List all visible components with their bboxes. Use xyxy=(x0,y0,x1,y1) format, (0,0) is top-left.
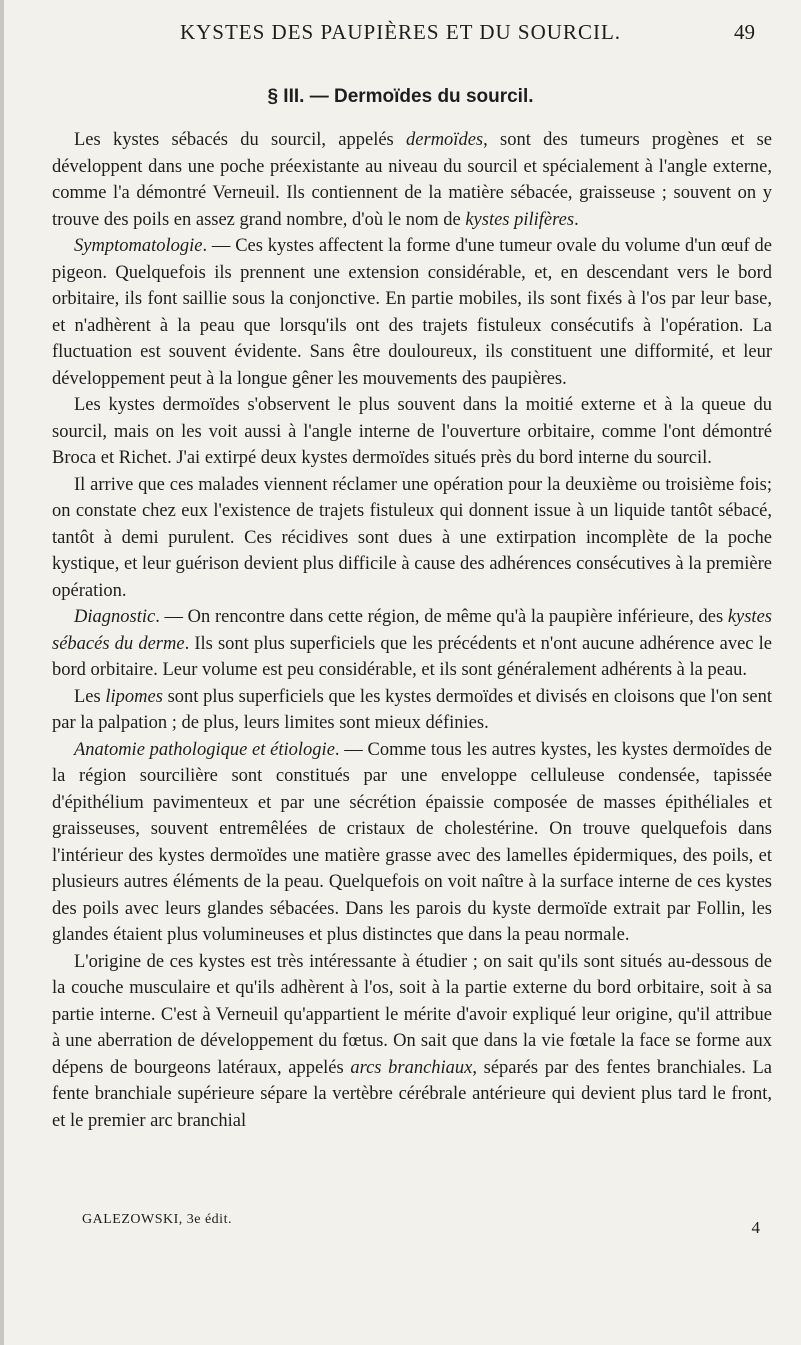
page-number: 49 xyxy=(734,20,755,44)
paragraph xyxy=(52,737,772,949)
page-binding-edge xyxy=(0,0,4,1345)
paragraph xyxy=(52,392,772,472)
italic-term: dermoïdes xyxy=(406,130,484,150)
italic-term: arcs branchiaux xyxy=(350,1057,473,1078)
paragraph xyxy=(52,604,772,684)
section-heading: § III. — Dermoïdes du sourcil. xyxy=(267,86,534,107)
body-text xyxy=(52,127,772,1134)
footer-credit: GALEZOWSKI, 3e édit. xyxy=(82,1212,232,1227)
text-run: . — Ces kystes affectent la forme d'une tumeur ovale du volume d'un œuf de pigeon. Quelquefois ils prennent une extension considérable, et, en descendant vers le bord orbitaire, ils font saillie sous la conjonctive. En partie mobiles, ils sont fixés à l'os par leur base, et n'adhèrent à la peau que lorsqu'ils ont des trajets fistuleux consécutifs à l'opération. La fluctuation est souvent évidente. Sans être douloureux, ils constituent une difformité, et leur développement peut à la longue gêner les mouvements des paupières. xyxy=(52,236,772,389)
italic-term: lipomes xyxy=(105,686,163,707)
italic-term: kystes sébacés du derme xyxy=(52,607,772,654)
signature-mark: 4 xyxy=(751,1218,760,1237)
text-run: Les xyxy=(74,686,106,707)
page-footer xyxy=(52,1212,772,1242)
running-title: KYSTES DES PAUPIÈRES ET DU SOURCIL. xyxy=(179,20,622,44)
text-run: . xyxy=(574,209,579,230)
italic-term: Diagnostic xyxy=(74,607,156,627)
text-run: Les kystes dermoïdes s'observent le plus souvent dans la moitié externe et à la queue du sourcil, mais on les voit aussi à l'angle interne de l'ouverture orbitaire, comme l'ont démontré Broca et Richet. J'ai extirpé deux kystes dermoïdes situés près du bord interne du sourcil. xyxy=(52,395,772,468)
paragraph xyxy=(52,684,772,737)
text-run: Il arrive que ces malades viennent réclamer une opération pour la deuxième ou troisième fois; on constate chez eux l'existence de trajets fistuleux qui donnent issue à un liquide tantôt sébacé, tantôt à demi purulent. Ces récidives sont dues à une extirpation incomplète de la poche kystique, et leur guérison devient plus difficile à cause des adhérences consécutives à la première opération. xyxy=(52,474,772,601)
text-run: . Ils sont plus superficiels que les précédents et n'ont aucune adhérence avec le bord orbitaire. Leur volume est peu considérable, et ils sont généralement adhérents à la peau. xyxy=(52,633,773,680)
text-run: sont plus superficiels que les kystes dermoïdes et divisés en cloisons que l'on sent par la palpation ; de plus, leurs limites sont mieux définies. xyxy=(52,686,772,733)
text-run: . — Comme tous les autres kystes, les kystes dermoïdes de la région sourcilière sont constitués par une enveloppe celluleuse condensée, tapissée d'épithélium pavimenteux et par une sécrétion épaissie composée de masses épithéliales et graisseuses, souvent entremêlées de cristaux de cholestérine. On trouve quelquefois dans l'intérieur des kystes dermoïdes une matière grasse avec des lamelles épidermiques, des poils, et plusieurs autres éléments de la peau. Quelquefois on voit naître à la surface interne de ces kystes des poils avec leurs glandes sébacées. Dans les parois du kyste dermoïde extrait par Follin, les glandes étaient plus volumineuses et plus distinctes que dans la peau normale. xyxy=(52,739,772,945)
text-run: , sont des tumeurs progènes et se développent dans une poche préexistante au niveau du sourcil et spécialement à l'angle externe, comme l'a démontré Verneuil. Ils contiennent de la matière sébacée, graisseuse ; souvent on y trouve des poils en assez grand nombre, d'où le nom de xyxy=(52,130,772,230)
italic-term: Symptomatologie xyxy=(74,236,203,256)
paragraph xyxy=(52,127,772,233)
text-run: , séparés par des fentes branchiales. La fente branchiale supérieure sépare la vertèbre cérébrale antérieure qui devient plus tard le front, et le premier arc branchial xyxy=(52,1057,772,1131)
paragraph xyxy=(52,472,772,605)
italic-term: kystes pilifères xyxy=(465,209,575,230)
text-run: L'origine de ces kystes est très intéressante à étudier ; on sait qu'ils sont situés au-dessous de la couche musculaire et qu'ils adhèrent à l'os, soit à la partie externe du bord orbitaire, soit à sa partie interne. C'est à Verneuil qu'appartient le mérite d'avoir expliqué leur origine, qu'il attribue à une aberration de développement du fœtus. On sait que dans la vie fœtale la face se forme aux dépens de bourgeons latéraux, appelés xyxy=(52,951,772,1078)
italic-term: Anatomie pathologique et étiologie xyxy=(74,739,335,760)
text-run: Les kystes sébacés du sourcil, appelés xyxy=(74,130,407,150)
paragraph xyxy=(52,949,772,1135)
paragraph xyxy=(52,233,772,392)
running-header xyxy=(0,18,801,48)
text-run: . — On rencontre dans cette région, de même qu'à la paupière inférieure, des xyxy=(155,607,728,627)
